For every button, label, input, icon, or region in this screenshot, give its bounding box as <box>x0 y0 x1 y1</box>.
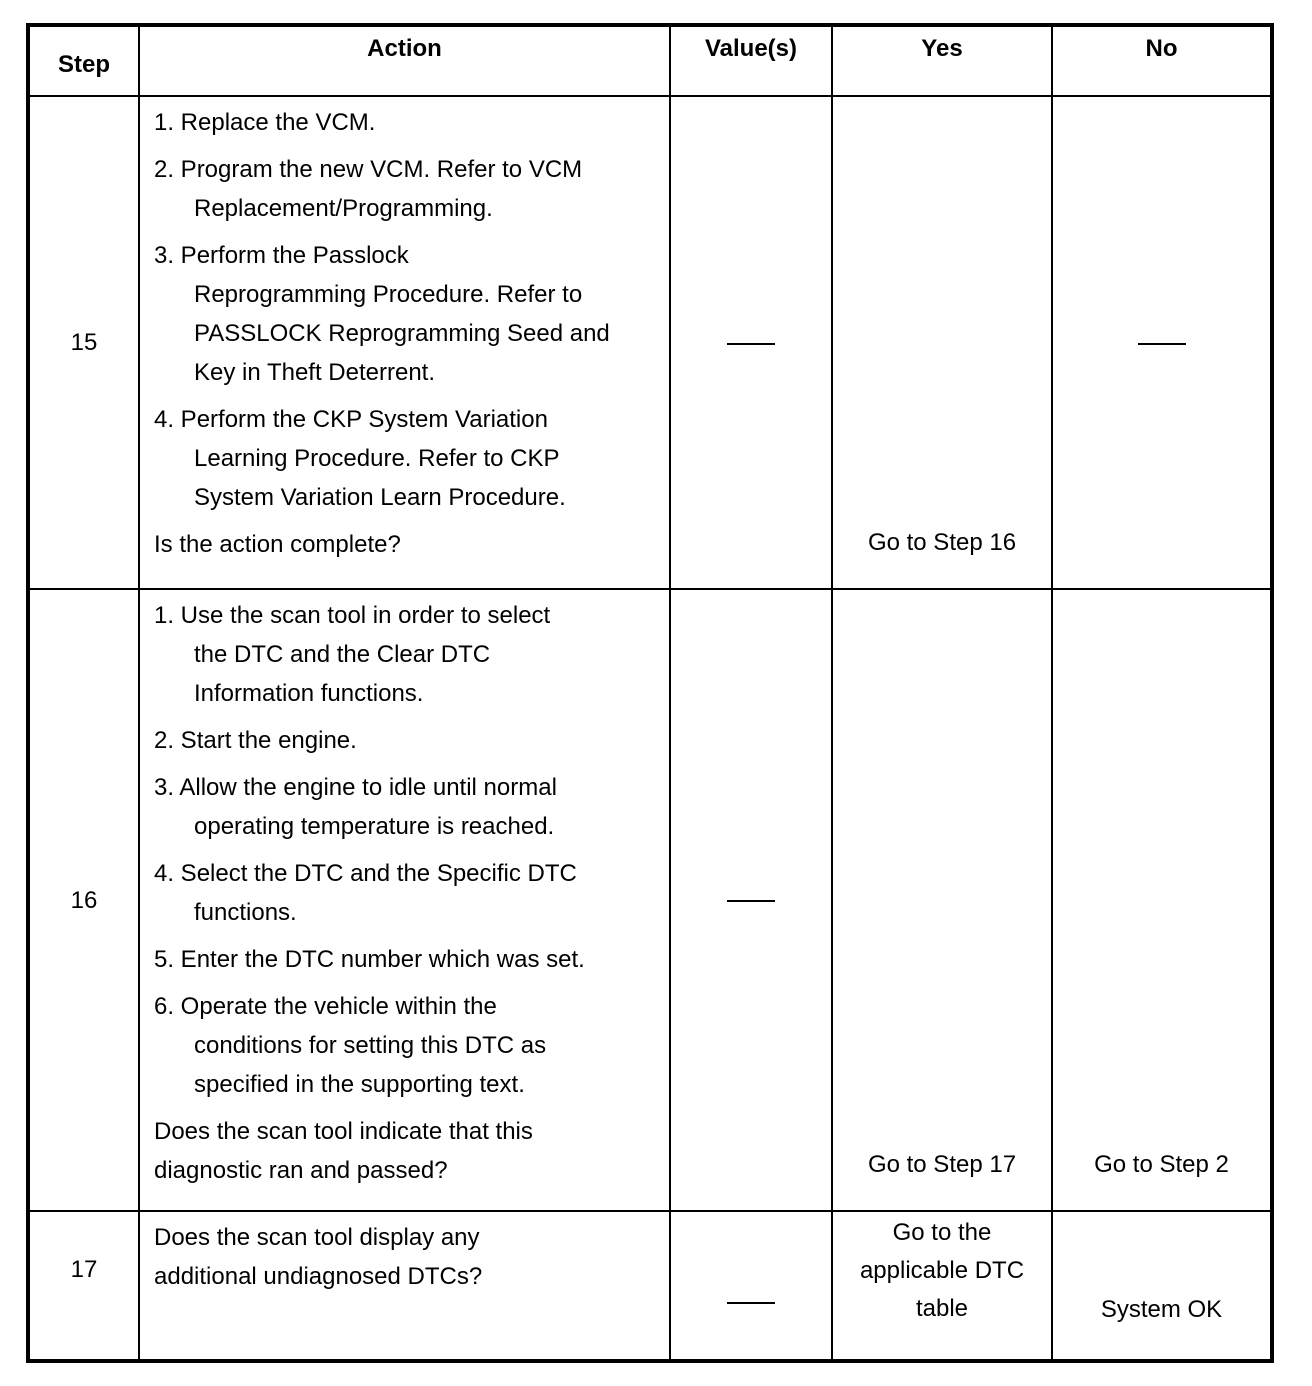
action-item-continuation: Replacement/Programming. <box>194 195 493 222</box>
action-item-text: 1. Replace the VCM. <box>154 109 376 136</box>
action-item-text: 2. Program the new VCM. Refer to VCM <box>154 156 583 183</box>
yes-cell <box>832 1211 1052 1361</box>
action-item-text: 3. Perform the Passlock <box>154 242 409 269</box>
action-item-continuation: functions. <box>194 899 297 926</box>
no-cell: System OK <box>1052 1211 1272 1361</box>
value-cell <box>670 589 832 1211</box>
action-question: Does the scan tool indicate that this diagnostic ran and passed? <box>154 1118 533 1184</box>
action-item-continuation: Reprogramming Procedure. Refer to PASSLOCK Reprogramming Seed and Key in Theft Deterrent. <box>194 281 610 386</box>
action-question: Does the scan tool display any additional undiagnosed DTCs? <box>154 1224 483 1290</box>
yes-cell: Go to Step 16 <box>832 96 1052 589</box>
action-item <box>154 150 659 228</box>
header-row <box>28 25 1272 96</box>
action-item-text: 4. Select the DTC and the Specific DTC <box>154 860 577 887</box>
action-item-continuation: conditions for setting this DTC as specified in the supporting text. <box>194 1032 547 1098</box>
header-values: Value(s) <box>670 25 832 96</box>
action-item <box>154 940 659 979</box>
diagnostic-table <box>26 23 1274 1363</box>
action-item <box>154 854 659 932</box>
action-item-text: 6. Operate the vehicle within the <box>154 993 497 1020</box>
action-item-continuation: the DTC and the Clear DTC Information functions. <box>194 641 491 707</box>
step-number: 16 <box>28 589 139 1211</box>
action-item <box>154 596 659 713</box>
action-item-text: 1. Use the scan tool in order to select <box>154 602 551 629</box>
action-question: Is the action complete? <box>154 531 401 558</box>
action-item-continuation: Learning Procedure. Refer to CKP System Variation Learn Procedure. <box>194 445 566 511</box>
action-item <box>154 236 659 392</box>
header-yes: Yes <box>832 25 1052 96</box>
yes-cell: Go to Step 17 <box>832 589 1052 1211</box>
step-number: 17 <box>28 1211 139 1361</box>
header-action: Action <box>139 25 670 96</box>
action-item-text: 2. Start the engine. <box>154 727 357 754</box>
action-item-text: 4. Perform the CKP System Variation <box>154 406 548 433</box>
action-item-continuation: operating temperature is reached. <box>194 813 555 840</box>
no-cell: Go to Step 2 <box>1052 589 1272 1211</box>
value-cell <box>670 1211 832 1361</box>
header-step: Step <box>28 25 139 96</box>
action-cell <box>139 589 670 1211</box>
step-number: 15 <box>28 96 139 589</box>
action-item-text: 5. Enter the DTC number which was set. <box>154 946 585 973</box>
action-item <box>154 768 659 846</box>
yes-text: Go to the applicable DTC table <box>859 1219 1025 1322</box>
action-item <box>154 721 659 760</box>
step-row-17 <box>28 1211 1272 1361</box>
action-item-text: 3. Allow the engine to idle until normal <box>154 774 557 801</box>
value-dash <box>727 900 775 902</box>
value-dash <box>727 343 775 345</box>
no-dash <box>1138 343 1186 345</box>
action-item <box>154 400 659 517</box>
action-cell <box>139 96 670 589</box>
step-row-16 <box>28 589 1272 1211</box>
action-item <box>154 103 659 142</box>
header-no: No <box>1052 25 1272 96</box>
action-item <box>154 987 659 1104</box>
no-cell <box>1052 96 1272 589</box>
value-dash <box>727 1302 775 1304</box>
value-cell <box>670 96 832 589</box>
action-cell <box>139 1211 670 1361</box>
step-row-15 <box>28 96 1272 589</box>
